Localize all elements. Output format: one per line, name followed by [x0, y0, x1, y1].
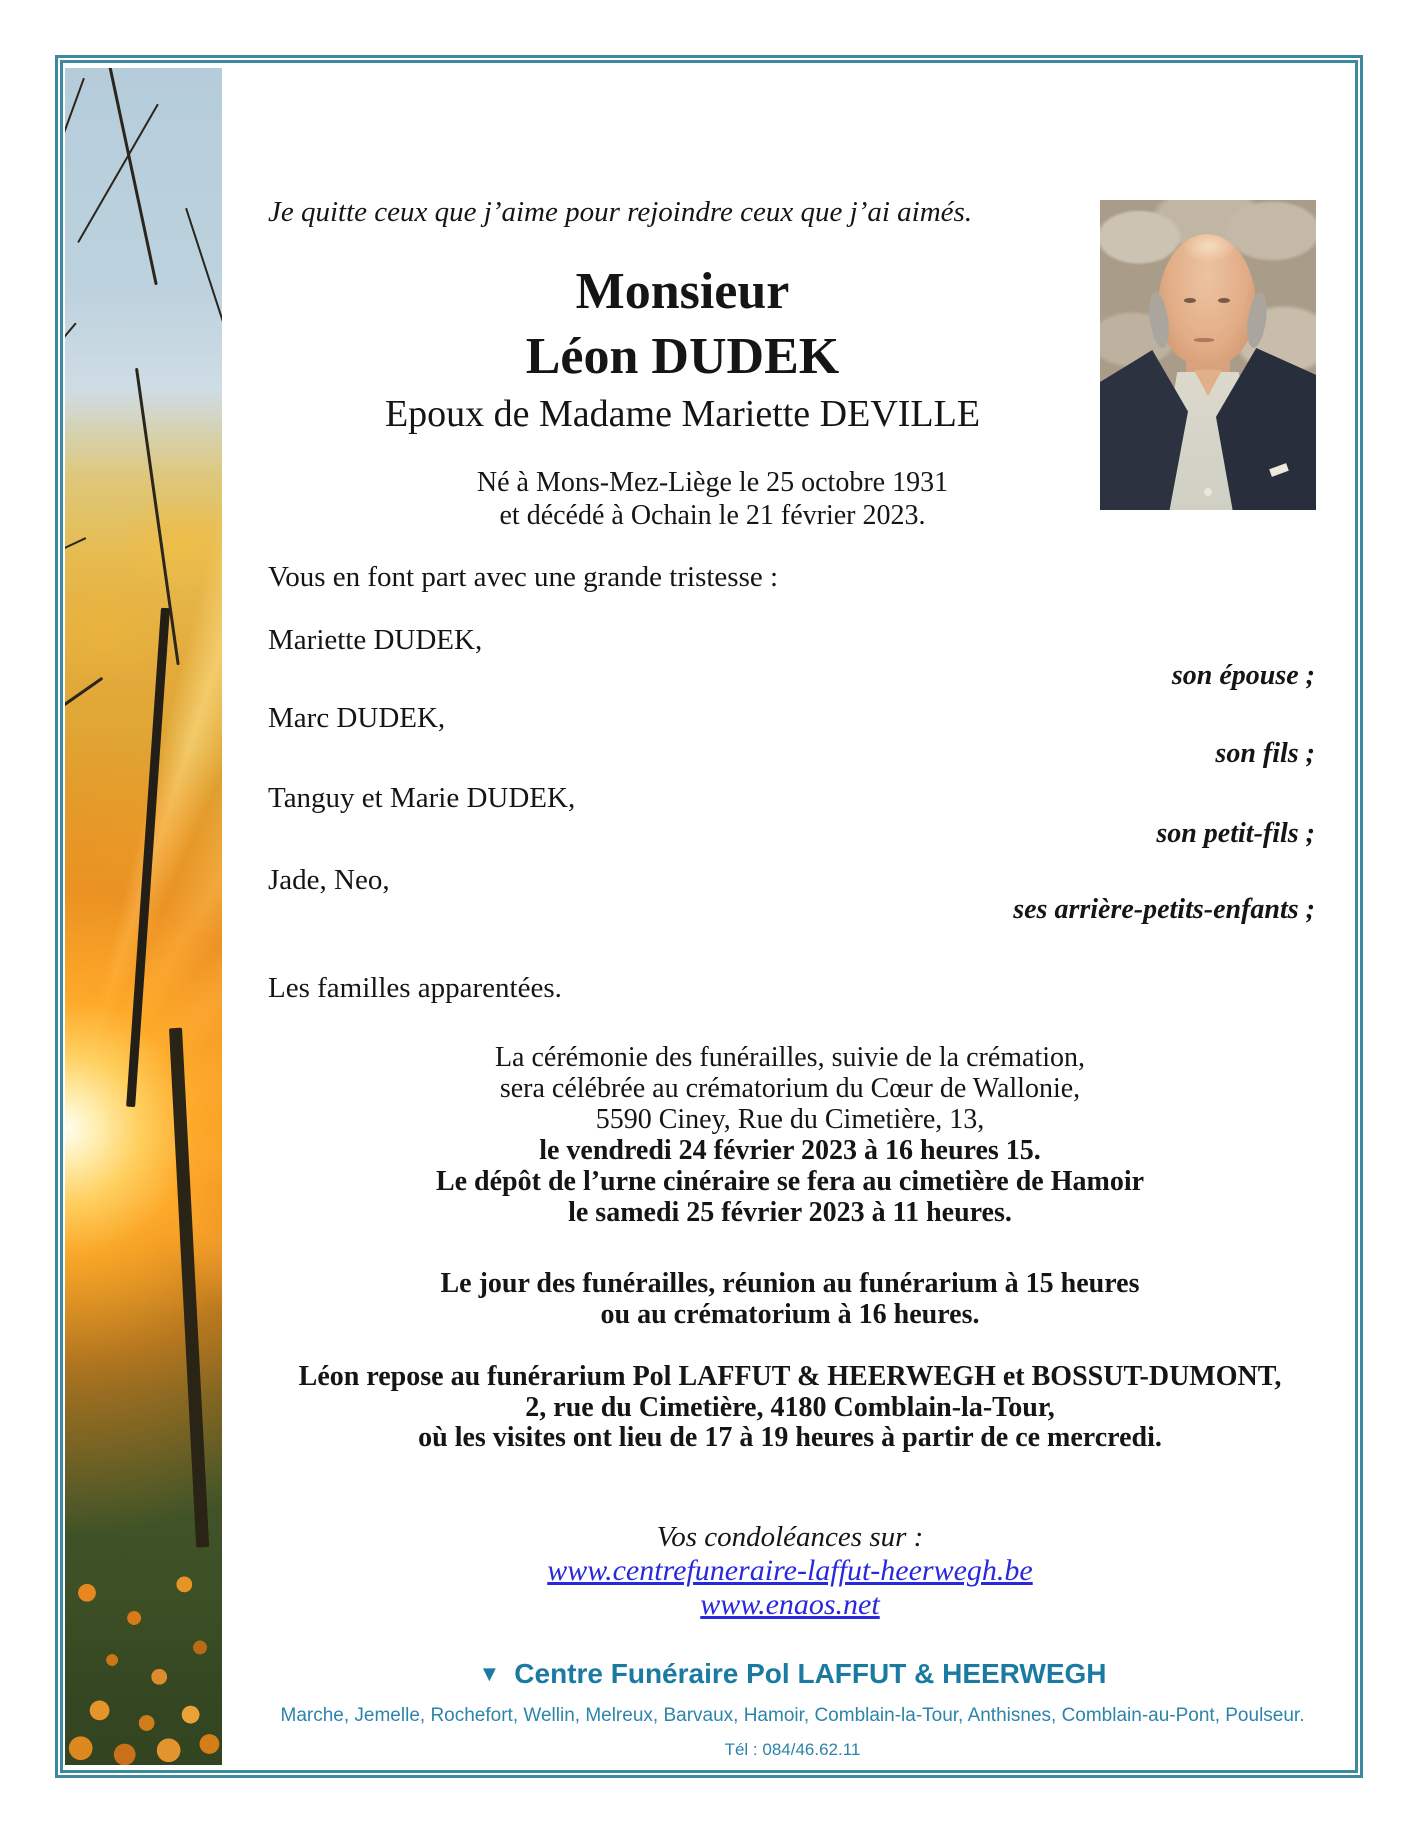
portrait-shirt-button — [1204, 488, 1212, 496]
funeral-home-locations: Marche, Jemelle, Rochefort, Wellin, Melreux, Barvaux, Hamoir, Comblain-la-Tour, Anthisnes, Comblain-au-Pont, Poulseur. — [280, 1705, 1305, 1726]
tree-branch — [65, 78, 85, 257]
deceased-portrait-photo — [1100, 200, 1316, 510]
ceremony-line: sera célébrée au crématorium du Cœur de Wallonie, — [499, 1073, 1081, 1104]
tree-branch — [65, 677, 103, 806]
tree-branch — [185, 208, 222, 399]
condolences-link-funeral-home[interactable]: www.centrefuneraire-laffut-heerwegh.be — [547, 1554, 1033, 1587]
ceremony-date-line: le vendredi 24 février 2023 à 16 heures 15. — [539, 1135, 1041, 1166]
family-member-names: Marc DUDEK, — [268, 702, 446, 734]
tree-trunk — [126, 608, 170, 1107]
repose-line: 2, rue du Cimetière, 4180 Comblain-la-Tour, — [525, 1391, 1055, 1423]
birth-death-block — [265, 466, 1160, 532]
related-families-line: Les familles apparentées. — [268, 972, 562, 1004]
family-member-names: Tanguy et Marie DUDEK, — [268, 782, 576, 814]
condolences-label: Vos condoléances sur : — [656, 1521, 924, 1553]
triangle-down-icon: ▼ — [478, 1661, 501, 1686]
gathering-line: ou au crématorium à 16 heures. — [600, 1299, 980, 1330]
ceremony-line: 5590 Ciney, Rue du Cimetière, 13, — [595, 1104, 985, 1135]
portrait-head — [1158, 234, 1256, 366]
honorific-title: Monsieur — [575, 263, 790, 320]
tree-branch — [65, 537, 86, 606]
family-member-names: Jade, Neo, — [268, 864, 390, 896]
announcement-intro: Vous en font part avec une grande tristesse : — [268, 561, 779, 593]
repose-line: Léon repose au funérarium Pol LAFFUT & HEERWEGH et BOSSUT-DUMONT, — [298, 1361, 1282, 1392]
tree-branch — [135, 368, 180, 665]
condolences-link-enaos[interactable]: www.enaos.net — [700, 1588, 880, 1621]
portrait-eye — [1218, 298, 1230, 303]
tree-branch — [77, 104, 159, 244]
condolences-block — [265, 1520, 1315, 1622]
family-member-names: Mariette DUDEK, — [268, 624, 483, 656]
gathering-details-block — [265, 1268, 1315, 1330]
epitaph-quote: Je quitte ceux que j’aime pour rejoindre ceux que j’ai aimés. — [268, 196, 973, 228]
spouse-line: Epoux de Madame Mariette DEVILLE — [384, 393, 981, 435]
portrait-mouth — [1194, 338, 1214, 342]
tree-branch — [65, 322, 77, 507]
gathering-line: Le jour des funérailles, réunion au funérarium à 15 heures — [440, 1268, 1140, 1299]
funeral-home-name: Centre Funéraire Pol LAFFUT & HEERWEGH — [514, 1658, 1107, 1689]
deceased-name: Léon DUDEK — [525, 328, 840, 385]
tree-trunk — [169, 1028, 209, 1548]
family-relation: son épouse ; — [1171, 660, 1315, 691]
family-relation: ses arrière-petits-enfants ; — [1013, 894, 1315, 925]
portrait-eye — [1184, 298, 1196, 303]
fallen-leaves — [65, 1555, 222, 1765]
death-line: et décédé à Ochain le 21 février 2023. — [499, 500, 926, 531]
urn-deposit-date-line: le samedi 25 février 2023 à 11 heures. — [568, 1197, 1012, 1228]
family-relation: son fils ; — [1215, 738, 1315, 769]
repose-details-block — [265, 1362, 1315, 1454]
family-relation: son petit-fils ; — [1156, 818, 1315, 849]
urn-deposit-line: Le dépôt de l’urne cinéraire se fera au cimetière de Hamoir — [435, 1166, 1145, 1197]
ceremony-line: La cérémonie des funérailles, suivie de la crémation, — [494, 1042, 1086, 1073]
ceremony-details-block — [265, 1042, 1315, 1228]
birth-line: Né à Mons-Mez-Liège le 25 octobre 1931 — [476, 467, 949, 498]
funeral-home-heading — [222, 1658, 1363, 1690]
funeral-home-phone: Tél : 084/46.62.11 — [724, 1740, 861, 1759]
autumn-tree-photo — [65, 68, 222, 1765]
repose-line: où les visites ont lieu de 17 à 19 heures à partir de ce mercredi. — [418, 1422, 1162, 1453]
